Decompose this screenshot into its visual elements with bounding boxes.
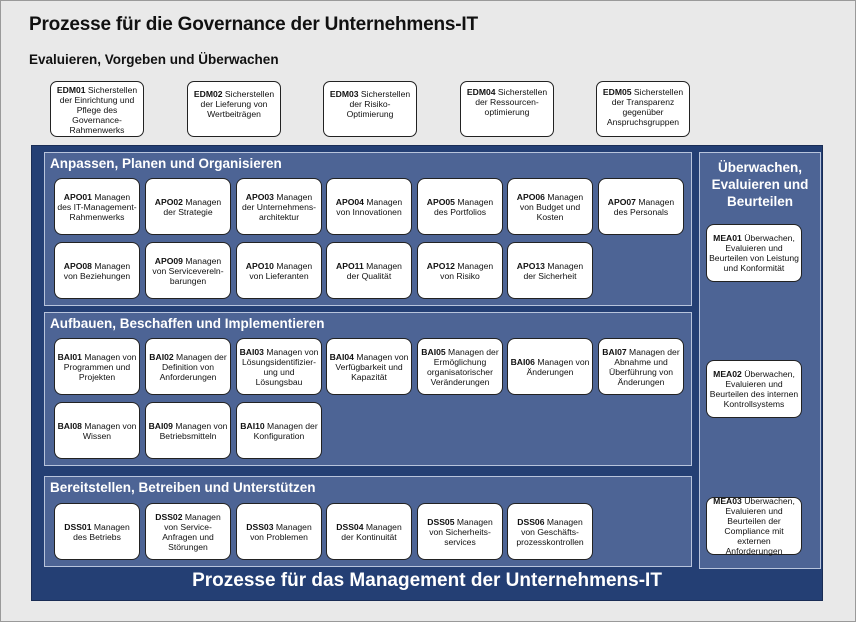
process-text: Managen von Wissen — [82, 420, 137, 441]
process-text: Managen von Innovationen — [336, 196, 403, 217]
section-title: Überwachen, Evaluieren und Beurteilen — [711, 160, 809, 209]
process-mea03 — [706, 497, 802, 555]
process-dss05 — [417, 503, 503, 560]
process-code: EDM01 — [56, 85, 86, 95]
process-apo03 — [236, 178, 322, 235]
process-text: Sicherstellen der Ressourcen-optimierung — [475, 87, 548, 117]
process-text: Managen von Programmen und Projekten — [63, 351, 137, 382]
process-text: Managen der Definition von Anforderungen — [159, 351, 227, 382]
process-apo01 — [54, 178, 140, 235]
process-bai08 — [54, 402, 140, 459]
process-text: Managen der Sicherheit — [523, 260, 584, 281]
process-text: Managen der Kontinuität — [341, 521, 402, 542]
process-edm05 — [596, 81, 690, 137]
process-bai10 — [236, 402, 322, 459]
process-code: BAI02 — [149, 351, 174, 362]
process-text: Managen von Sicherheits-services — [429, 516, 493, 547]
process-code: APO01 — [63, 191, 92, 202]
process-code: EDM04 — [466, 87, 496, 97]
process-text: Überwachen, Evaluieren und Beurteilen von Leistung und Konformität — [709, 233, 799, 273]
process-code: EDM03 — [329, 89, 359, 99]
process-text: Managen der Strategie — [163, 196, 222, 217]
process-text: Managen der Unternehmens-architektur — [241, 191, 317, 222]
process-text: Sicherstellen der Transparenz gegenüber Anspruchsgruppen — [606, 87, 684, 127]
process-bai01 — [54, 338, 140, 395]
process-dss04 — [326, 503, 412, 560]
process-bai04 — [326, 338, 412, 395]
process-code: BAI07 — [602, 346, 627, 357]
process-apo04 — [326, 178, 412, 235]
process-code: APO13 — [516, 260, 545, 271]
process-text: Managen der Ermöglichung organisatorischer Veränderungen — [427, 346, 499, 387]
process-text: Managen der Konfiguration — [253, 420, 318, 441]
process-code: APO03 — [245, 191, 274, 202]
process-text: Managen der Abnahme und Überführung von Änderungen — [608, 346, 680, 387]
process-code: BAI09 — [148, 420, 173, 431]
process-apo10 — [236, 242, 322, 299]
process-mea01 — [706, 224, 802, 282]
process-code: DSS05 — [427, 516, 455, 527]
process-text: Managen der Qualität — [346, 260, 402, 281]
process-code: BAI10 — [240, 420, 265, 431]
process-text: Überwachen, Evaluieren und Beurteilen des internen Kontrollsystems — [709, 369, 799, 409]
process-code: DSS06 — [517, 516, 545, 527]
process-code: APO11 — [336, 260, 364, 271]
edm-subtitle: Evaluieren, Vorgeben und Überwachen — [29, 52, 279, 67]
process-apo07 — [598, 178, 684, 235]
process-bai06 — [507, 338, 593, 395]
process-code: MEA03 — [713, 496, 742, 506]
process-code: MEA02 — [713, 369, 742, 379]
process-code: BAI08 — [57, 420, 82, 431]
process-text: Sicherstellen der Einrichtung und Pflege des Governance-Rahmenwerks — [59, 85, 138, 135]
process-text: Managen des Betriebs — [73, 521, 130, 542]
process-dss01 — [54, 503, 140, 560]
process-bai03 — [236, 338, 322, 395]
process-text: Managen von Service-Anfragen und Störungen — [162, 511, 221, 552]
process-text: Managen von Risiko — [440, 260, 494, 281]
process-text: Managen des Personals — [613, 196, 675, 217]
process-edm02 — [187, 81, 281, 137]
process-bai07 — [598, 338, 684, 395]
process-text: Managen von Betriebsmitteln — [159, 420, 228, 441]
process-text: Managen von Verfügbarkeit und Kapazität — [335, 351, 409, 382]
process-code: EDM05 — [602, 87, 632, 97]
process-code: APO12 — [426, 260, 455, 271]
process-edm01 — [50, 81, 144, 137]
process-edm03 — [323, 81, 417, 137]
process-dss02 — [145, 503, 231, 560]
process-apo06 — [507, 178, 593, 235]
process-code: BAI01 — [57, 351, 82, 362]
process-code: DSS04 — [336, 521, 364, 532]
section-title: Bereitstellen, Betreiben und Unterstützen — [50, 480, 316, 495]
process-text: Sicherstellen der Risiko-Optimierung — [346, 89, 411, 119]
process-code: BAI03 — [239, 346, 264, 357]
process-code: DSS03 — [246, 521, 274, 532]
process-code: APO06 — [516, 191, 545, 202]
process-apo02 — [145, 178, 231, 235]
process-code: MEA01 — [713, 233, 742, 243]
process-apo05 — [417, 178, 503, 235]
process-apo13 — [507, 242, 593, 299]
process-code: APO08 — [63, 260, 92, 271]
process-code: BAI04 — [329, 351, 354, 362]
process-text: Managen von Problemen — [250, 521, 312, 542]
process-code: APO07 — [607, 196, 636, 207]
process-code: APO05 — [426, 196, 455, 207]
process-apo11 — [326, 242, 412, 299]
process-text: Managen von Änderungen — [526, 356, 590, 377]
process-text: Managen von Geschäfts-prozesskontrollen — [516, 516, 584, 547]
process-apo12 — [417, 242, 503, 299]
process-code: DSS02 — [155, 511, 183, 522]
process-text: Managen des Portfolios — [433, 196, 494, 217]
process-code: APO04 — [335, 196, 364, 207]
process-apo08 — [54, 242, 140, 299]
process-bai02 — [145, 338, 231, 395]
process-code: APO02 — [154, 196, 183, 207]
process-text: Managen von Budget und Kosten — [519, 191, 584, 222]
process-code: BAI06 — [510, 356, 535, 367]
process-code: APO10 — [245, 260, 274, 271]
management-title: Prozesse für das Management der Unternehmens-IT — [192, 570, 662, 591]
section-title: Aufbauen, Beschaffen und Implementieren — [50, 316, 325, 331]
process-text: Überwachen, Evaluieren und Beurteilen der Compliance mit externen Anforderungen — [724, 496, 795, 556]
process-text: Managen des IT-Management-Rahmenwerks — [57, 191, 137, 222]
process-code: EDM02 — [193, 89, 223, 99]
process-text: Managen von Lieferanten — [249, 260, 313, 281]
process-code: DSS01 — [64, 521, 92, 532]
process-dss06 — [507, 503, 593, 560]
process-mea02 — [706, 360, 802, 418]
section-title: Anpassen, Planen und Organisieren — [50, 156, 282, 171]
governance-title: Prozesse für die Governance der Unternehmens-IT — [29, 14, 478, 35]
process-edm04 — [460, 81, 554, 137]
process-apo09 — [145, 242, 231, 299]
process-text: Managen von Beziehungen — [63, 260, 131, 281]
process-text: Managen von Lösungsidentifizier-ung und Lösungsbau — [241, 346, 319, 387]
process-code: APO09 — [154, 255, 183, 266]
process-bai09 — [145, 402, 231, 459]
process-text: Managen von Servicevereln-barungen — [152, 255, 224, 286]
process-dss03 — [236, 503, 322, 560]
process-bai05 — [417, 338, 503, 395]
process-code: BAI05 — [421, 346, 446, 357]
process-text: Sicherstellen der Lieferung von Wertbeiträgen — [200, 89, 275, 119]
